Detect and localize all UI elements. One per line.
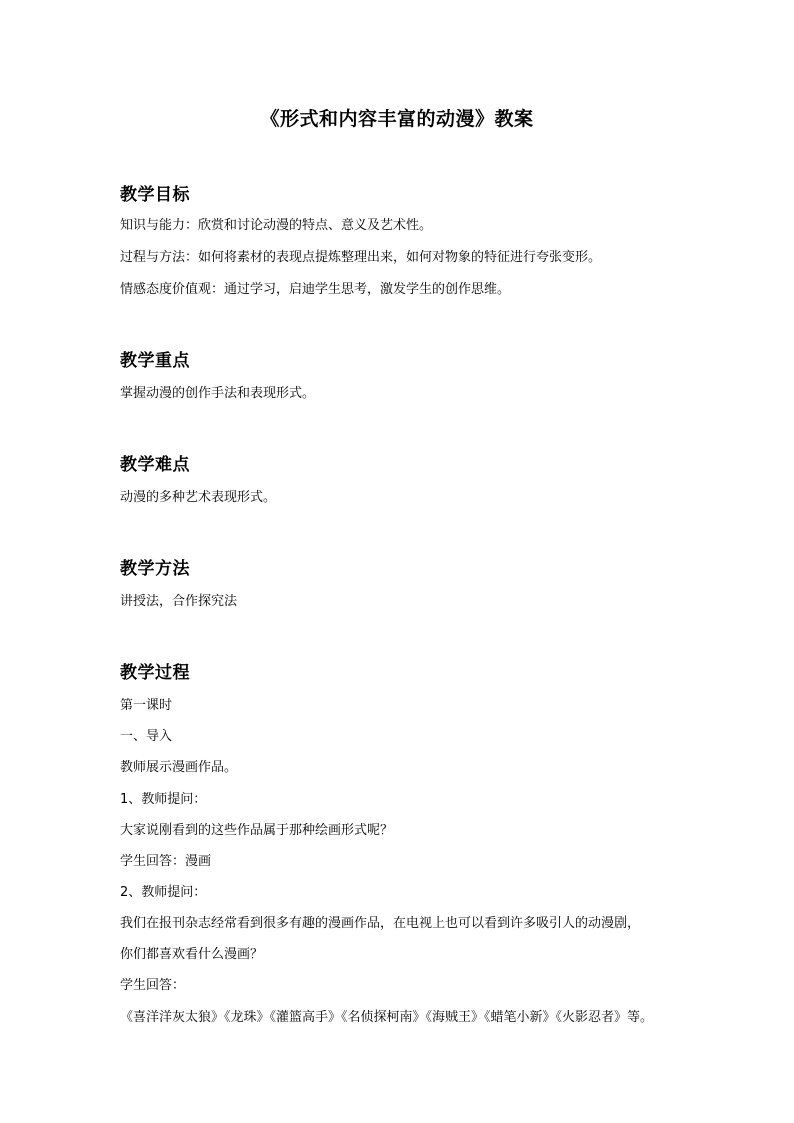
process-line-question-2-text: 我们在报刊杂志经常看到很多有趣的漫画作品，在电视上也可以看到许多吸引人的动漫剧， xyxy=(120,916,641,931)
process-line-answer-2-list: 《喜洋洋灰太狼》《龙珠》《灌篮高手》《名侦探柯南》《海贼王》《蜡笔小新》《火影忍者》等。 xyxy=(120,1010,654,1025)
key-points-line: 掌握动漫的创作手法和表现形式。 xyxy=(120,386,316,401)
process-line-intro: 一、导入 xyxy=(120,729,173,744)
process-line-question-2: 2、教师提问： xyxy=(120,885,207,900)
heading-process: 教学过程 xyxy=(120,663,190,683)
difficulties-line: 动漫的多种艺术表现形式。 xyxy=(120,490,277,505)
goals-line-knowledge: 知识与能力：欣赏和讨论动漫的特点、意义及艺术性。 xyxy=(120,218,433,233)
process-line-answer-1: 学生回答：漫画 xyxy=(120,854,212,869)
process-line-teacher-shows: 教师展示漫画作品。 xyxy=(120,760,238,775)
heading-teaching-goals: 教学目标 xyxy=(120,185,190,205)
heading-key-points: 教学重点 xyxy=(120,351,190,371)
heading-difficulties: 教学难点 xyxy=(120,455,190,475)
process-line-question-1-text: 大家说刚看到的这些作品属于那种绘画形式呢？ xyxy=(120,823,394,838)
process-line-question-1: 1、教师提问： xyxy=(120,792,207,807)
process-line-question-2-cont: 你们都喜欢看什么漫画？ xyxy=(120,947,264,962)
document-title: 《形式和内容丰富的动漫》教案 xyxy=(260,108,534,130)
heading-methods: 教学方法 xyxy=(120,559,190,579)
methods-line: 讲授法，合作探究法 xyxy=(120,594,238,609)
goals-line-process: 过程与方法：如何将素材的表现点提炼整理出来，如何对物象的特征进行夸张变形。 xyxy=(120,250,602,265)
process-line-answer-2-label: 学生回答： xyxy=(120,978,186,993)
goals-line-attitude: 情感态度价值观：通过学习，启迪学生思考，激发学生的创作思维。 xyxy=(120,282,511,297)
process-line-lesson: 第一课时 xyxy=(120,698,173,713)
